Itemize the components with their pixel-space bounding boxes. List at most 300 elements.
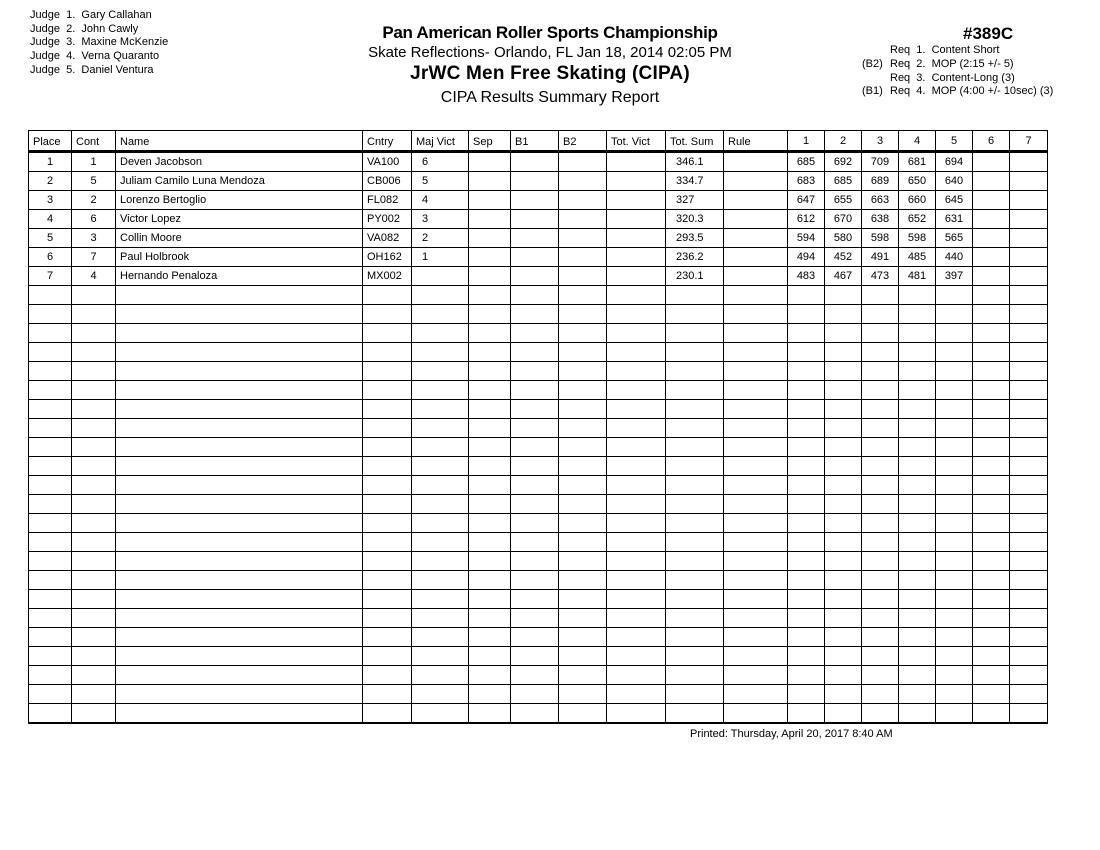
empty-cell bbox=[363, 495, 412, 514]
cell-place: 4 bbox=[29, 210, 72, 229]
requirements-list bbox=[862, 44, 1053, 99]
cell-b2 bbox=[559, 172, 607, 191]
empty-cell bbox=[469, 324, 511, 343]
empty-cell bbox=[666, 476, 724, 495]
empty-cell bbox=[116, 666, 363, 685]
cell-sep bbox=[469, 172, 511, 191]
column-header-maj-vict: Maj Vict bbox=[412, 131, 469, 152]
cell-6 bbox=[973, 152, 1010, 172]
empty-table-row bbox=[29, 438, 1048, 457]
empty-cell bbox=[469, 495, 511, 514]
empty-table-row bbox=[29, 647, 1048, 666]
empty-cell bbox=[666, 571, 724, 590]
empty-table-row bbox=[29, 457, 1048, 476]
empty-cell bbox=[1010, 286, 1048, 305]
empty-cell bbox=[469, 533, 511, 552]
empty-cell bbox=[116, 609, 363, 628]
empty-cell bbox=[29, 666, 72, 685]
empty-cell bbox=[1010, 362, 1048, 381]
cell-1: 612 bbox=[788, 210, 825, 229]
cell-2: 670 bbox=[825, 210, 862, 229]
empty-cell bbox=[899, 514, 936, 533]
cell-3: 598 bbox=[862, 229, 899, 248]
empty-cell bbox=[862, 552, 899, 571]
empty-cell bbox=[666, 685, 724, 704]
empty-cell bbox=[607, 552, 666, 571]
cell-b1 bbox=[511, 152, 559, 172]
cell-sep bbox=[469, 267, 511, 286]
empty-cell bbox=[559, 552, 607, 571]
empty-cell bbox=[469, 704, 511, 724]
empty-cell bbox=[1010, 628, 1048, 647]
cell-1: 483 bbox=[788, 267, 825, 286]
empty-cell bbox=[862, 514, 899, 533]
cell-5: 694 bbox=[936, 152, 973, 172]
empty-cell bbox=[363, 419, 412, 438]
cell-cntry: VA082 bbox=[363, 229, 412, 248]
cell-5: 631 bbox=[936, 210, 973, 229]
empty-cell bbox=[724, 305, 788, 324]
empty-cell bbox=[469, 514, 511, 533]
empty-cell bbox=[899, 476, 936, 495]
empty-cell bbox=[899, 704, 936, 724]
empty-cell bbox=[559, 533, 607, 552]
empty-cell bbox=[666, 590, 724, 609]
empty-cell bbox=[825, 647, 862, 666]
empty-cell bbox=[666, 286, 724, 305]
empty-cell bbox=[973, 666, 1010, 685]
empty-cell bbox=[72, 647, 116, 666]
judges-list bbox=[30, 9, 168, 78]
empty-cell bbox=[973, 628, 1010, 647]
judge-1: Judge 1. Gary Callahan bbox=[30, 9, 152, 21]
empty-cell bbox=[973, 286, 1010, 305]
empty-cell bbox=[825, 590, 862, 609]
empty-cell bbox=[607, 400, 666, 419]
cell-cntry: MX002 bbox=[363, 267, 412, 286]
table-row bbox=[29, 267, 1048, 286]
cell-tot-vict bbox=[607, 152, 666, 172]
empty-cell bbox=[724, 362, 788, 381]
empty-cell bbox=[1010, 514, 1048, 533]
empty-cell bbox=[936, 609, 973, 628]
empty-cell bbox=[1010, 324, 1048, 343]
cell-tot-sum: 230.1 bbox=[666, 267, 724, 286]
cell-maj-vict: 3 bbox=[412, 210, 469, 229]
empty-cell bbox=[559, 514, 607, 533]
empty-cell bbox=[412, 628, 469, 647]
requirement-4: (B1) Req 4. MOP (4:00 +/- 10sec) (3) bbox=[862, 85, 1054, 98]
empty-cell bbox=[363, 438, 412, 457]
table-row bbox=[29, 210, 1048, 229]
empty-cell bbox=[973, 362, 1010, 381]
cell-maj-vict: 1 bbox=[412, 248, 469, 267]
empty-cell bbox=[936, 552, 973, 571]
empty-cell bbox=[724, 324, 788, 343]
empty-cell bbox=[862, 343, 899, 362]
cell-name: Hernando Penaloza bbox=[116, 267, 363, 286]
empty-cell bbox=[607, 286, 666, 305]
empty-cell bbox=[973, 552, 1010, 571]
empty-cell bbox=[788, 704, 825, 724]
empty-cell bbox=[469, 286, 511, 305]
empty-cell bbox=[72, 305, 116, 324]
empty-cell bbox=[511, 666, 559, 685]
empty-cell bbox=[936, 343, 973, 362]
empty-cell bbox=[724, 495, 788, 514]
empty-cell bbox=[559, 666, 607, 685]
cell-3: 709 bbox=[862, 152, 899, 172]
empty-cell bbox=[363, 400, 412, 419]
cell-4: 650 bbox=[899, 172, 936, 191]
empty-cell bbox=[469, 343, 511, 362]
empty-cell bbox=[607, 381, 666, 400]
empty-cell bbox=[825, 324, 862, 343]
report-subtitle: CIPA Results Summary Report bbox=[440, 89, 660, 106]
cell-7 bbox=[1010, 248, 1048, 267]
empty-cell bbox=[469, 305, 511, 324]
empty-cell bbox=[666, 343, 724, 362]
cell-rule bbox=[724, 191, 788, 210]
cell-b1 bbox=[511, 191, 559, 210]
empty-cell bbox=[363, 514, 412, 533]
empty-cell bbox=[899, 381, 936, 400]
empty-cell bbox=[936, 305, 973, 324]
cell-tot-sum: 320.3 bbox=[666, 210, 724, 229]
cell-3: 663 bbox=[862, 191, 899, 210]
empty-cell bbox=[363, 685, 412, 704]
empty-cell bbox=[825, 571, 862, 590]
cell-rule bbox=[724, 172, 788, 191]
column-header-tot-sum: Tot. Sum bbox=[666, 131, 724, 152]
empty-table-row bbox=[29, 571, 1048, 590]
empty-cell bbox=[973, 590, 1010, 609]
empty-cell bbox=[899, 324, 936, 343]
empty-cell bbox=[862, 628, 899, 647]
empty-cell bbox=[29, 476, 72, 495]
empty-cell bbox=[511, 495, 559, 514]
empty-cell bbox=[936, 495, 973, 514]
cell-place: 3 bbox=[29, 191, 72, 210]
cell-rule bbox=[724, 267, 788, 286]
cell-tot-vict bbox=[607, 229, 666, 248]
empty-cell bbox=[724, 514, 788, 533]
empty-cell bbox=[511, 590, 559, 609]
empty-cell bbox=[1010, 419, 1048, 438]
empty-cell bbox=[116, 438, 363, 457]
cell-tot-sum: 346.1 bbox=[666, 152, 724, 172]
empty-cell bbox=[825, 476, 862, 495]
column-header-2: 2 bbox=[825, 131, 862, 152]
empty-cell bbox=[825, 666, 862, 685]
empty-cell bbox=[412, 457, 469, 476]
empty-cell bbox=[936, 457, 973, 476]
empty-cell bbox=[469, 609, 511, 628]
empty-cell bbox=[973, 685, 1010, 704]
empty-cell bbox=[72, 495, 116, 514]
empty-cell bbox=[724, 647, 788, 666]
empty-cell bbox=[607, 476, 666, 495]
empty-cell bbox=[29, 286, 72, 305]
empty-cell bbox=[412, 286, 469, 305]
empty-cell bbox=[724, 400, 788, 419]
empty-table-row bbox=[29, 552, 1048, 571]
event-number: #389C bbox=[963, 24, 1014, 43]
empty-cell bbox=[825, 457, 862, 476]
empty-cell bbox=[724, 628, 788, 647]
empty-cell bbox=[469, 476, 511, 495]
cell-cont: 3 bbox=[72, 229, 116, 248]
cell-b1 bbox=[511, 229, 559, 248]
empty-cell bbox=[973, 457, 1010, 476]
cell-cntry: OH162 bbox=[363, 248, 412, 267]
cell-cntry: VA100 bbox=[363, 152, 412, 172]
empty-cell bbox=[724, 666, 788, 685]
cell-b1 bbox=[511, 267, 559, 286]
cell-tot-vict bbox=[607, 267, 666, 286]
empty-cell bbox=[862, 400, 899, 419]
table-row bbox=[29, 152, 1048, 172]
cell-place: 6 bbox=[29, 248, 72, 267]
empty-cell bbox=[899, 419, 936, 438]
requirement-3: Req 3. Content-Long (3) bbox=[890, 71, 1015, 84]
empty-cell bbox=[469, 571, 511, 590]
empty-cell bbox=[724, 438, 788, 457]
empty-cell bbox=[412, 305, 469, 324]
empty-cell bbox=[511, 704, 559, 724]
empty-cell bbox=[511, 514, 559, 533]
column-header-cntry: Cntry bbox=[363, 131, 412, 152]
empty-cell bbox=[29, 305, 72, 324]
results-table bbox=[28, 130, 1048, 724]
empty-cell bbox=[788, 666, 825, 685]
empty-cell bbox=[559, 609, 607, 628]
column-header-3: 3 bbox=[862, 131, 899, 152]
empty-cell bbox=[511, 457, 559, 476]
empty-cell bbox=[412, 362, 469, 381]
empty-cell bbox=[724, 552, 788, 571]
empty-cell bbox=[973, 324, 1010, 343]
empty-cell bbox=[899, 286, 936, 305]
empty-cell bbox=[363, 609, 412, 628]
empty-cell bbox=[469, 400, 511, 419]
judge-4: Judge 4. Verna Quaranto bbox=[30, 50, 160, 63]
column-header-b1: B1 bbox=[511, 131, 559, 152]
empty-cell bbox=[116, 476, 363, 495]
empty-cell bbox=[666, 381, 724, 400]
empty-cell bbox=[936, 571, 973, 590]
empty-cell bbox=[511, 628, 559, 647]
cell-cont: 2 bbox=[72, 191, 116, 210]
cell-2: 467 bbox=[825, 267, 862, 286]
empty-cell bbox=[559, 685, 607, 704]
empty-cell bbox=[899, 647, 936, 666]
empty-cell bbox=[29, 381, 72, 400]
empty-cell bbox=[72, 571, 116, 590]
cell-sep bbox=[469, 229, 511, 248]
judge-3: Judge 3. Maxine McKenzie bbox=[30, 36, 169, 49]
cell-tot-sum: 334.7 bbox=[666, 172, 724, 191]
empty-cell bbox=[559, 400, 607, 419]
empty-cell bbox=[412, 533, 469, 552]
empty-cell bbox=[607, 666, 666, 685]
cell-5: 397 bbox=[936, 267, 973, 286]
empty-cell bbox=[511, 647, 559, 666]
empty-cell bbox=[1010, 590, 1048, 609]
empty-cell bbox=[469, 457, 511, 476]
empty-cell bbox=[825, 286, 862, 305]
empty-cell bbox=[788, 324, 825, 343]
cell-cont: 4 bbox=[72, 267, 116, 286]
cell-b2 bbox=[559, 229, 607, 248]
empty-cell bbox=[936, 476, 973, 495]
empty-cell bbox=[724, 609, 788, 628]
empty-cell bbox=[607, 362, 666, 381]
empty-cell bbox=[1010, 343, 1048, 362]
empty-cell bbox=[607, 438, 666, 457]
cell-6 bbox=[973, 210, 1010, 229]
cell-1: 685 bbox=[788, 152, 825, 172]
empty-cell bbox=[724, 419, 788, 438]
empty-cell bbox=[412, 381, 469, 400]
empty-cell bbox=[559, 381, 607, 400]
empty-cell bbox=[363, 590, 412, 609]
empty-table-row bbox=[29, 590, 1048, 609]
empty-cell bbox=[1010, 666, 1048, 685]
empty-cell bbox=[511, 286, 559, 305]
empty-cell bbox=[469, 362, 511, 381]
empty-table-row bbox=[29, 343, 1048, 362]
venue-line: Skate Reflections- Orlando, FL Jan 18, 2014 02:05 PM bbox=[368, 44, 732, 61]
empty-cell bbox=[116, 571, 363, 590]
empty-cell bbox=[973, 609, 1010, 628]
column-header-place: Place bbox=[29, 131, 72, 152]
cell-place: 2 bbox=[29, 172, 72, 191]
empty-cell bbox=[116, 628, 363, 647]
empty-cell bbox=[363, 552, 412, 571]
empty-cell bbox=[973, 381, 1010, 400]
empty-cell bbox=[412, 400, 469, 419]
empty-cell bbox=[862, 457, 899, 476]
judge-2: Judge 2. John Cawly bbox=[30, 22, 139, 35]
empty-table-row bbox=[29, 609, 1048, 628]
cell-1: 647 bbox=[788, 191, 825, 210]
empty-cell bbox=[862, 704, 899, 724]
empty-cell bbox=[116, 533, 363, 552]
empty-cell bbox=[72, 343, 116, 362]
empty-cell bbox=[899, 305, 936, 324]
empty-cell bbox=[724, 476, 788, 495]
cell-b2 bbox=[559, 152, 607, 172]
empty-cell bbox=[29, 495, 72, 514]
column-header-sep: Sep bbox=[469, 131, 511, 152]
empty-table-row bbox=[29, 476, 1048, 495]
cell-3: 638 bbox=[862, 210, 899, 229]
empty-cell bbox=[116, 419, 363, 438]
empty-cell bbox=[363, 305, 412, 324]
empty-cell bbox=[116, 495, 363, 514]
empty-cell bbox=[825, 609, 862, 628]
column-header-cont: Cont bbox=[72, 131, 116, 152]
cell-rule bbox=[724, 152, 788, 172]
empty-cell bbox=[72, 666, 116, 685]
empty-cell bbox=[72, 476, 116, 495]
championship-title: Pan American Roller Sports Championship bbox=[382, 23, 718, 42]
empty-cell bbox=[29, 343, 72, 362]
empty-cell bbox=[607, 457, 666, 476]
cell-4: 681 bbox=[899, 152, 936, 172]
empty-cell bbox=[973, 495, 1010, 514]
empty-cell bbox=[825, 419, 862, 438]
empty-cell bbox=[936, 628, 973, 647]
requirement-2: (B2) Req 2. MOP (2:15 +/- 5) bbox=[862, 57, 1014, 70]
table-row bbox=[29, 191, 1048, 210]
empty-cell bbox=[666, 514, 724, 533]
empty-cell bbox=[936, 400, 973, 419]
empty-cell bbox=[469, 685, 511, 704]
empty-cell bbox=[788, 457, 825, 476]
empty-cell bbox=[511, 571, 559, 590]
empty-cell bbox=[29, 590, 72, 609]
empty-cell bbox=[973, 571, 1010, 590]
cell-sep bbox=[469, 152, 511, 172]
empty-cell bbox=[666, 438, 724, 457]
empty-cell bbox=[666, 666, 724, 685]
empty-cell bbox=[29, 685, 72, 704]
empty-cell bbox=[559, 438, 607, 457]
empty-cell bbox=[29, 704, 72, 724]
empty-cell bbox=[825, 381, 862, 400]
empty-cell bbox=[1010, 552, 1048, 571]
empty-cell bbox=[412, 514, 469, 533]
empty-cell bbox=[936, 286, 973, 305]
cell-sep bbox=[469, 210, 511, 229]
empty-cell bbox=[788, 647, 825, 666]
empty-cell bbox=[559, 362, 607, 381]
empty-cell bbox=[363, 704, 412, 724]
empty-cell bbox=[825, 704, 862, 724]
empty-cell bbox=[973, 305, 1010, 324]
empty-cell bbox=[899, 457, 936, 476]
empty-cell bbox=[724, 381, 788, 400]
empty-cell bbox=[666, 704, 724, 724]
column-header-4: 4 bbox=[899, 131, 936, 152]
empty-table-row bbox=[29, 628, 1048, 647]
table-row bbox=[29, 248, 1048, 267]
column-header-tot-vict: Tot. Vict bbox=[607, 131, 666, 152]
empty-cell bbox=[29, 552, 72, 571]
empty-cell bbox=[559, 704, 607, 724]
column-header-6: 6 bbox=[973, 131, 1010, 152]
empty-cell bbox=[607, 514, 666, 533]
cell-b1 bbox=[511, 210, 559, 229]
column-header-7: 7 bbox=[1010, 131, 1048, 152]
empty-cell bbox=[936, 381, 973, 400]
empty-cell bbox=[973, 438, 1010, 457]
empty-cell bbox=[607, 419, 666, 438]
empty-cell bbox=[363, 647, 412, 666]
cell-5: 440 bbox=[936, 248, 973, 267]
empty-cell bbox=[559, 495, 607, 514]
cell-7 bbox=[1010, 172, 1048, 191]
empty-cell bbox=[973, 400, 1010, 419]
empty-cell bbox=[788, 419, 825, 438]
empty-cell bbox=[666, 533, 724, 552]
cell-tot-sum: 327 bbox=[666, 191, 724, 210]
empty-cell bbox=[788, 286, 825, 305]
empty-cell bbox=[899, 438, 936, 457]
empty-cell bbox=[363, 533, 412, 552]
